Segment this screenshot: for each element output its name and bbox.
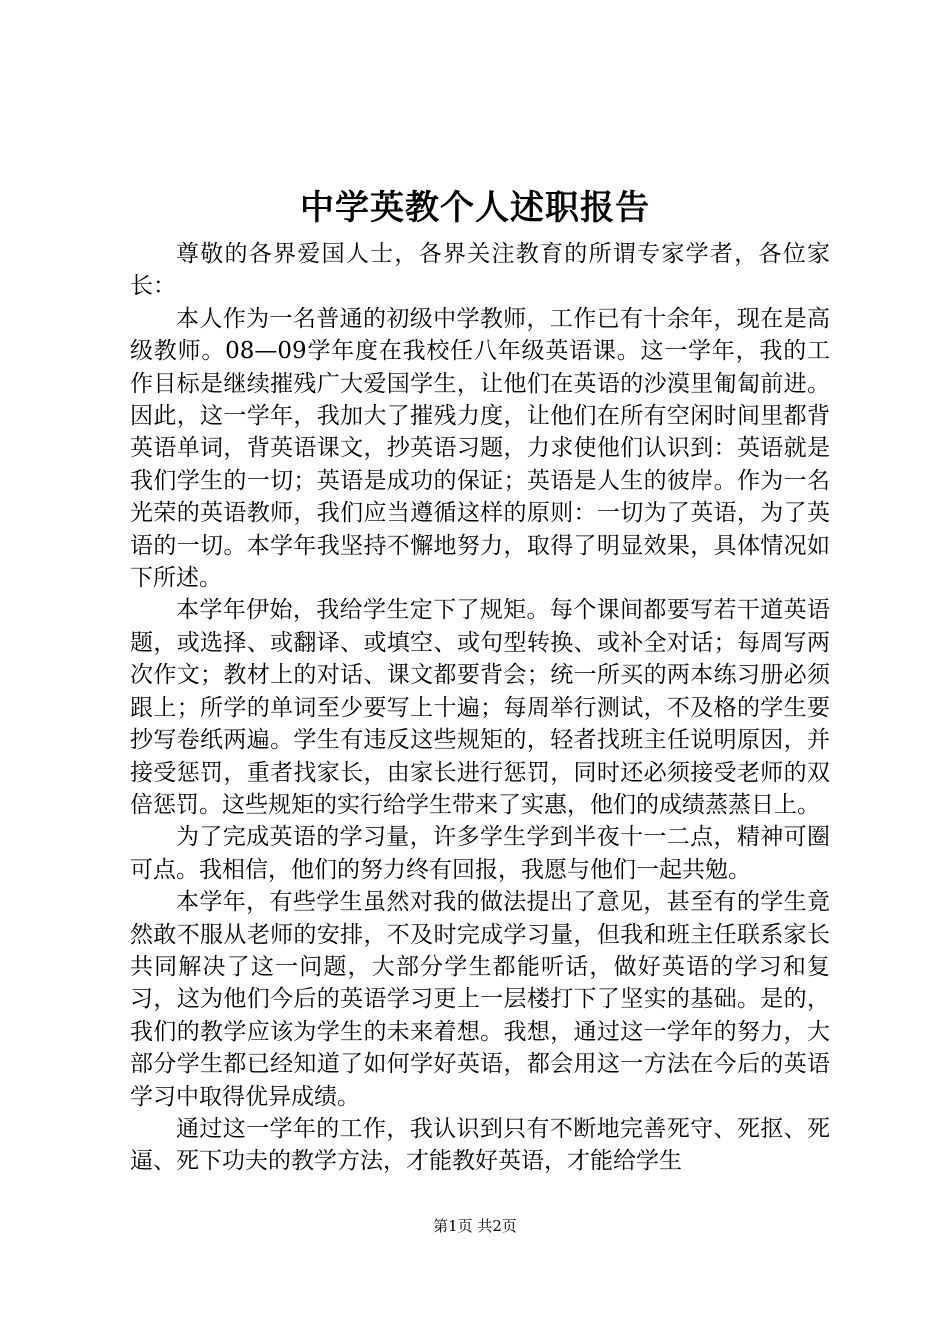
paragraph-rules: 本学年伊始，我给学生定下了规矩。每个课间都要写若干道英语题，或选择、或翻译、或填空、或句型转换、或补全对话；每周写两次作文；教材上的对话、课文都要背会；统一所买的两本练习册必须跟上；所学的单词至少要写上十遍；每周举行测试，不及格的学生要抄写卷纸两遍。学生有违反这些规矩的，轻者找班主任说明原因，并接受惩罚，重者找家长，由家长进行惩罚，同时还必须接受老师的双倍惩罚。这些规矩的实行给学生带来了实惠，他们的成绩蒸蒸日上。	[130, 597, 830, 818]
document-body	[130, 238, 830, 1178]
page-number-footer: 第1页 共2页	[433, 1217, 517, 1235]
paragraph-effort: 为了完成英语的学习量，许多学生学到半夜十一二点，精神可圈可点。我相信，他们的努力终有回报，我愿与他们一起共勉。	[130, 824, 830, 883]
paragraph-introduction: 本人作为一名普通的初级中学教师，工作已有十余年，现在是高级教师。08—09学年度在我校任八年级英语课。这一学年，我的工作目标是继续摧残广大爱国学生，让他们在英语的沙漠里匍匐前进。因此，这一学年，我加大了摧残力度，让他们在所有空闲时间里都背英语单词，背英语课文，抄英语习题，力求使他们认识到：英语就是我们学生的一切；英语是成功的保证；英语是人生的彼岸。作为一名光荣的英语教师，我们应当遵循这样的原则：一切为了英语，为了英语的一切。本学年我坚持不懈地努力，取得了明显效果，具体情况如下所述。	[130, 305, 830, 592]
document-title: 中学英教个人述职报告	[300, 188, 650, 228]
paragraph-salutation: 尊敬的各界爱国人士，各界关注教育的所谓专家学者，各位家长：	[130, 241, 830, 300]
paragraph-conclusion: 通过这一学年的工作，我认识到只有不断地完善死守、死抠、死逼、死下功夫的教学方法，才能教好英语，才能给学生	[130, 1115, 830, 1175]
paragraph-feedback: 本学年，有些学生虽然对我的做法提出了意见，甚至有的学生竟然敢不服从老师的安排，不及时完成学习量，但我和班主任联系家长共同解决了这一问题，大部分学生都能听话，做好英语的学习和复习，这为他们今后的英语学习更上一层楼打下了坚实的基础。是的，我们的教学应该为学生的未来着想。我想，通过这一学年的努力，大部分学生都已经知道了如何学好英语，都会用这一方法在今后的英语学习中取得优异成绩。	[130, 889, 830, 1110]
